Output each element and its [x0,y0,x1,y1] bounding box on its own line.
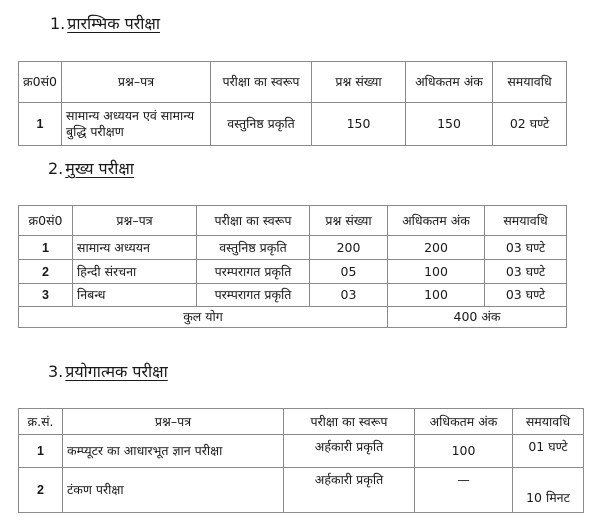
section-title: प्रारम्भिक परीक्षा [67,14,161,33]
table-row [19,284,567,307]
cell-duration: 03 घण्टे [485,260,567,284]
col-header-questions: प्रश्न संख्या [310,206,388,236]
cell-questions: 03 [310,284,388,307]
preliminary-exam-table [18,61,567,146]
section-2-heading [48,159,134,179]
cell-questions: 150 [312,103,406,146]
cell-paper: कम्प्यूटर का आधारभूत ज्ञान परीक्षा [63,435,284,468]
cell-duration: 03 घण्टे [485,284,567,307]
cell-paper: निबन्ध [73,284,197,307]
cell-questions: 200 [310,236,388,260]
table-header-row [19,409,584,435]
cell-sno: 2 [19,468,63,513]
col-header-paper: प्रश्न–पत्र [62,62,211,103]
cell-duration: 01 घण्टे [513,435,584,468]
col-header-paper: प्रश्न–पत्र [73,206,197,236]
table-header-row [19,206,567,236]
cell-max-marks: — [415,468,513,513]
cell-max-marks: 200 [388,236,485,260]
cell-nature: वस्तुनिष्ठ प्रकृति [211,103,312,146]
col-header-nature: परीक्षा का स्वरूप [211,62,312,103]
cell-nature: अर्हकारी प्रकृति [284,468,415,513]
cell-max-marks: 100 [388,284,485,307]
col-header-questions: प्रश्न संख्या [312,62,406,103]
section-number: 1. [50,14,66,33]
cell-sno: 2 [19,260,73,284]
col-header-nature: परीक्षा का स्वरूप [197,206,310,236]
total-label: कुल योग [19,307,388,328]
col-header-duration: समयावधि [493,62,567,103]
cell-paper: सामान्य अध्ययन [73,236,197,260]
section-number: 2. [48,159,64,178]
table-row [19,236,567,260]
col-header-max-marks: अधिकतम अंक [406,62,493,103]
cell-duration: 10 मिनट [513,468,584,513]
cell-nature: परम्परागत प्रकृति [197,284,310,307]
section-number: 3. [48,362,64,381]
cell-paper: हिन्दी संरचना [73,260,197,284]
cell-sno: 1 [19,236,73,260]
cell-paper: टंकण परीक्षा [63,468,284,513]
cell-nature: अर्हकारी प्रकृति [284,435,415,468]
col-header-max-marks: अधिकतम अंक [388,206,485,236]
col-header-nature: परीक्षा का स्वरूप [284,409,415,435]
cell-sno: 1 [19,435,63,468]
col-header-duration: समयावधि [485,206,567,236]
section-1-heading [50,14,160,34]
cell-max-marks: 100 [415,435,513,468]
section-title: प्रयोगात्मक परीक्षा [65,362,168,381]
cell-nature: वस्तुनिष्ठ प्रकृति [197,236,310,260]
col-header-sno: क्र.सं. [19,409,63,435]
main-exam-table [18,205,567,328]
total-value: 400 अंक [388,307,567,328]
cell-duration: 03 घण्टे [485,236,567,260]
table-row [19,435,584,468]
section-title: मुख्य परीक्षा [65,159,134,178]
total-row [19,307,567,328]
col-header-sno: क्र0सं0 [19,62,62,103]
col-header-duration: समयावधि [513,409,584,435]
cell-sno: 1 [19,103,62,146]
col-header-max-marks: अधिकतम अंक [415,409,513,435]
cell-sno: 3 [19,284,73,307]
table-header-row [19,62,567,103]
col-header-sno: क्र0सं0 [19,206,73,236]
col-header-paper: प्रश्न–पत्र [63,409,284,435]
section-3-heading [48,362,168,382]
table-row [19,103,567,146]
table-row [19,260,567,284]
cell-questions: 05 [310,260,388,284]
cell-duration: 02 घण्टे [493,103,567,146]
cell-max-marks: 150 [406,103,493,146]
table-row [19,468,584,513]
cell-max-marks: 100 [388,260,485,284]
cell-paper: सामान्य अध्ययन एवं सामान्य बुद्धि परीक्षण [62,103,211,146]
cell-nature: परम्परागत प्रकृति [197,260,310,284]
practical-exam-table [18,408,584,513]
